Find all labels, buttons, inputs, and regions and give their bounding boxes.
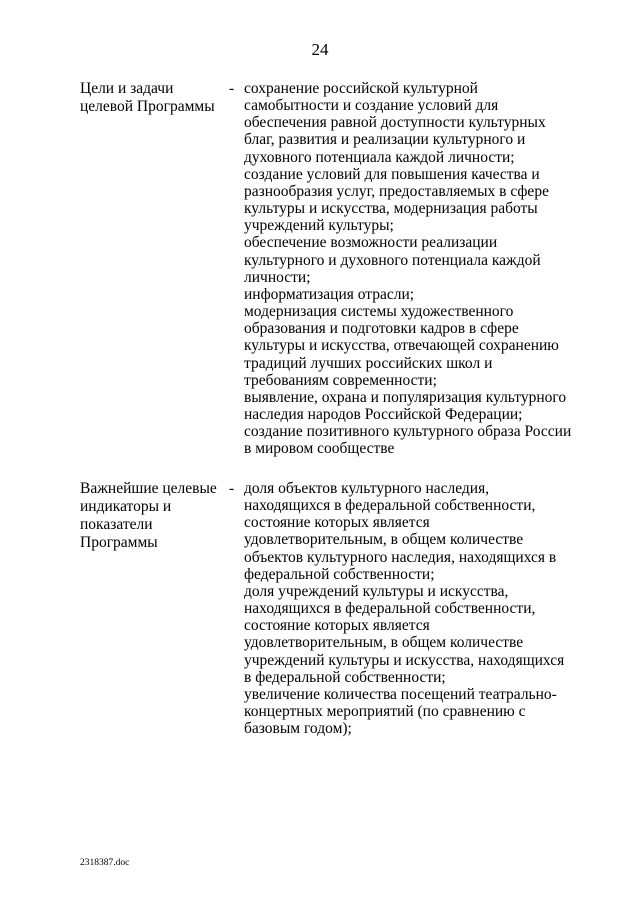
content-line: находящихся в федеральной собственности, <box>244 497 536 515</box>
label-line: Цели и задачи <box>80 80 174 97</box>
content-line: культуры и искусства, модернизация работы <box>244 200 538 218</box>
content-line: находящихся в федеральной собственности, <box>244 600 536 618</box>
content-line: требованиям современности; <box>244 371 437 389</box>
section-content <box>244 480 584 737</box>
content-line: доля объектов культурного наследия, <box>244 480 490 497</box>
dash: - <box>229 480 235 497</box>
content-line: учреждений культуры; <box>244 217 394 235</box>
content-line: образования и подготовки кадров в сфере <box>244 320 519 338</box>
content-line: доля учреждений культуры и искусства, <box>244 582 509 600</box>
content-line: состояние которых является <box>244 617 430 635</box>
content-line: в федеральной собственности; <box>244 668 446 686</box>
content-line: федеральной собственности; <box>244 565 435 583</box>
content-line: объектов культурного наследия, находящихся в <box>244 548 557 566</box>
content-line: удовлетворительным, в общем количестве <box>244 531 524 549</box>
content-line: духовного потенциала каждой личности; <box>244 148 515 166</box>
content-line: обеспечения равной доступности культурных <box>244 114 546 132</box>
content-line: концертных мероприятий (по сравнению с <box>244 703 526 721</box>
label-line: индикаторы и <box>80 498 172 515</box>
content-line: традиций лучших российских школ и <box>244 354 493 372</box>
content-line: базовым годом); <box>244 720 352 738</box>
content-line: наследия народов Российской Федерации; <box>244 405 523 423</box>
content-line: культуры и искусства, отвечающей сохранению <box>244 337 559 355</box>
content-line: благ, развития и реализации культурного и <box>244 131 526 149</box>
content-line: культурного и духовного потенциала каждой <box>244 251 541 269</box>
page-number: 24 <box>311 40 329 59</box>
content-line: выявление, охрана и популяризация культурного <box>244 388 567 406</box>
content-line: увеличение количества посещений театрально- <box>244 685 557 703</box>
section-content <box>244 80 584 457</box>
dash: - <box>229 80 235 97</box>
content-line: создание условий для повышения качества и <box>244 165 540 183</box>
label-line: Важнейшие целевые <box>80 480 217 497</box>
content-line: личности; <box>244 268 311 286</box>
label-line: Программы <box>80 534 158 551</box>
content-line: сохранение российской культурной <box>244 80 478 97</box>
content-line: обеспечение возможности реализации <box>244 234 498 252</box>
section-label <box>80 80 220 116</box>
content-line: создание позитивного культурного образа России <box>244 423 572 441</box>
footer-filename: 2318387.doc <box>80 858 130 868</box>
content-line: самобытности и создание условий для <box>244 97 499 115</box>
content-line: удовлетворительным, в общем количестве <box>244 634 524 652</box>
content-line: разнообразия услуг, предоставляемых в сфере <box>244 182 549 200</box>
content-line: информатизация отрасли; <box>244 285 415 303</box>
content-line: состояние которых является <box>244 514 430 532</box>
content-line: учреждений культуры и искусства, находящихся <box>244 651 565 669</box>
section-label <box>80 480 220 552</box>
content-line: модернизация системы художественного <box>244 303 514 321</box>
label-line: целевой Программы <box>80 98 215 115</box>
label-line: показатели <box>80 516 153 533</box>
content-line: в мировом сообществе <box>244 440 395 458</box>
